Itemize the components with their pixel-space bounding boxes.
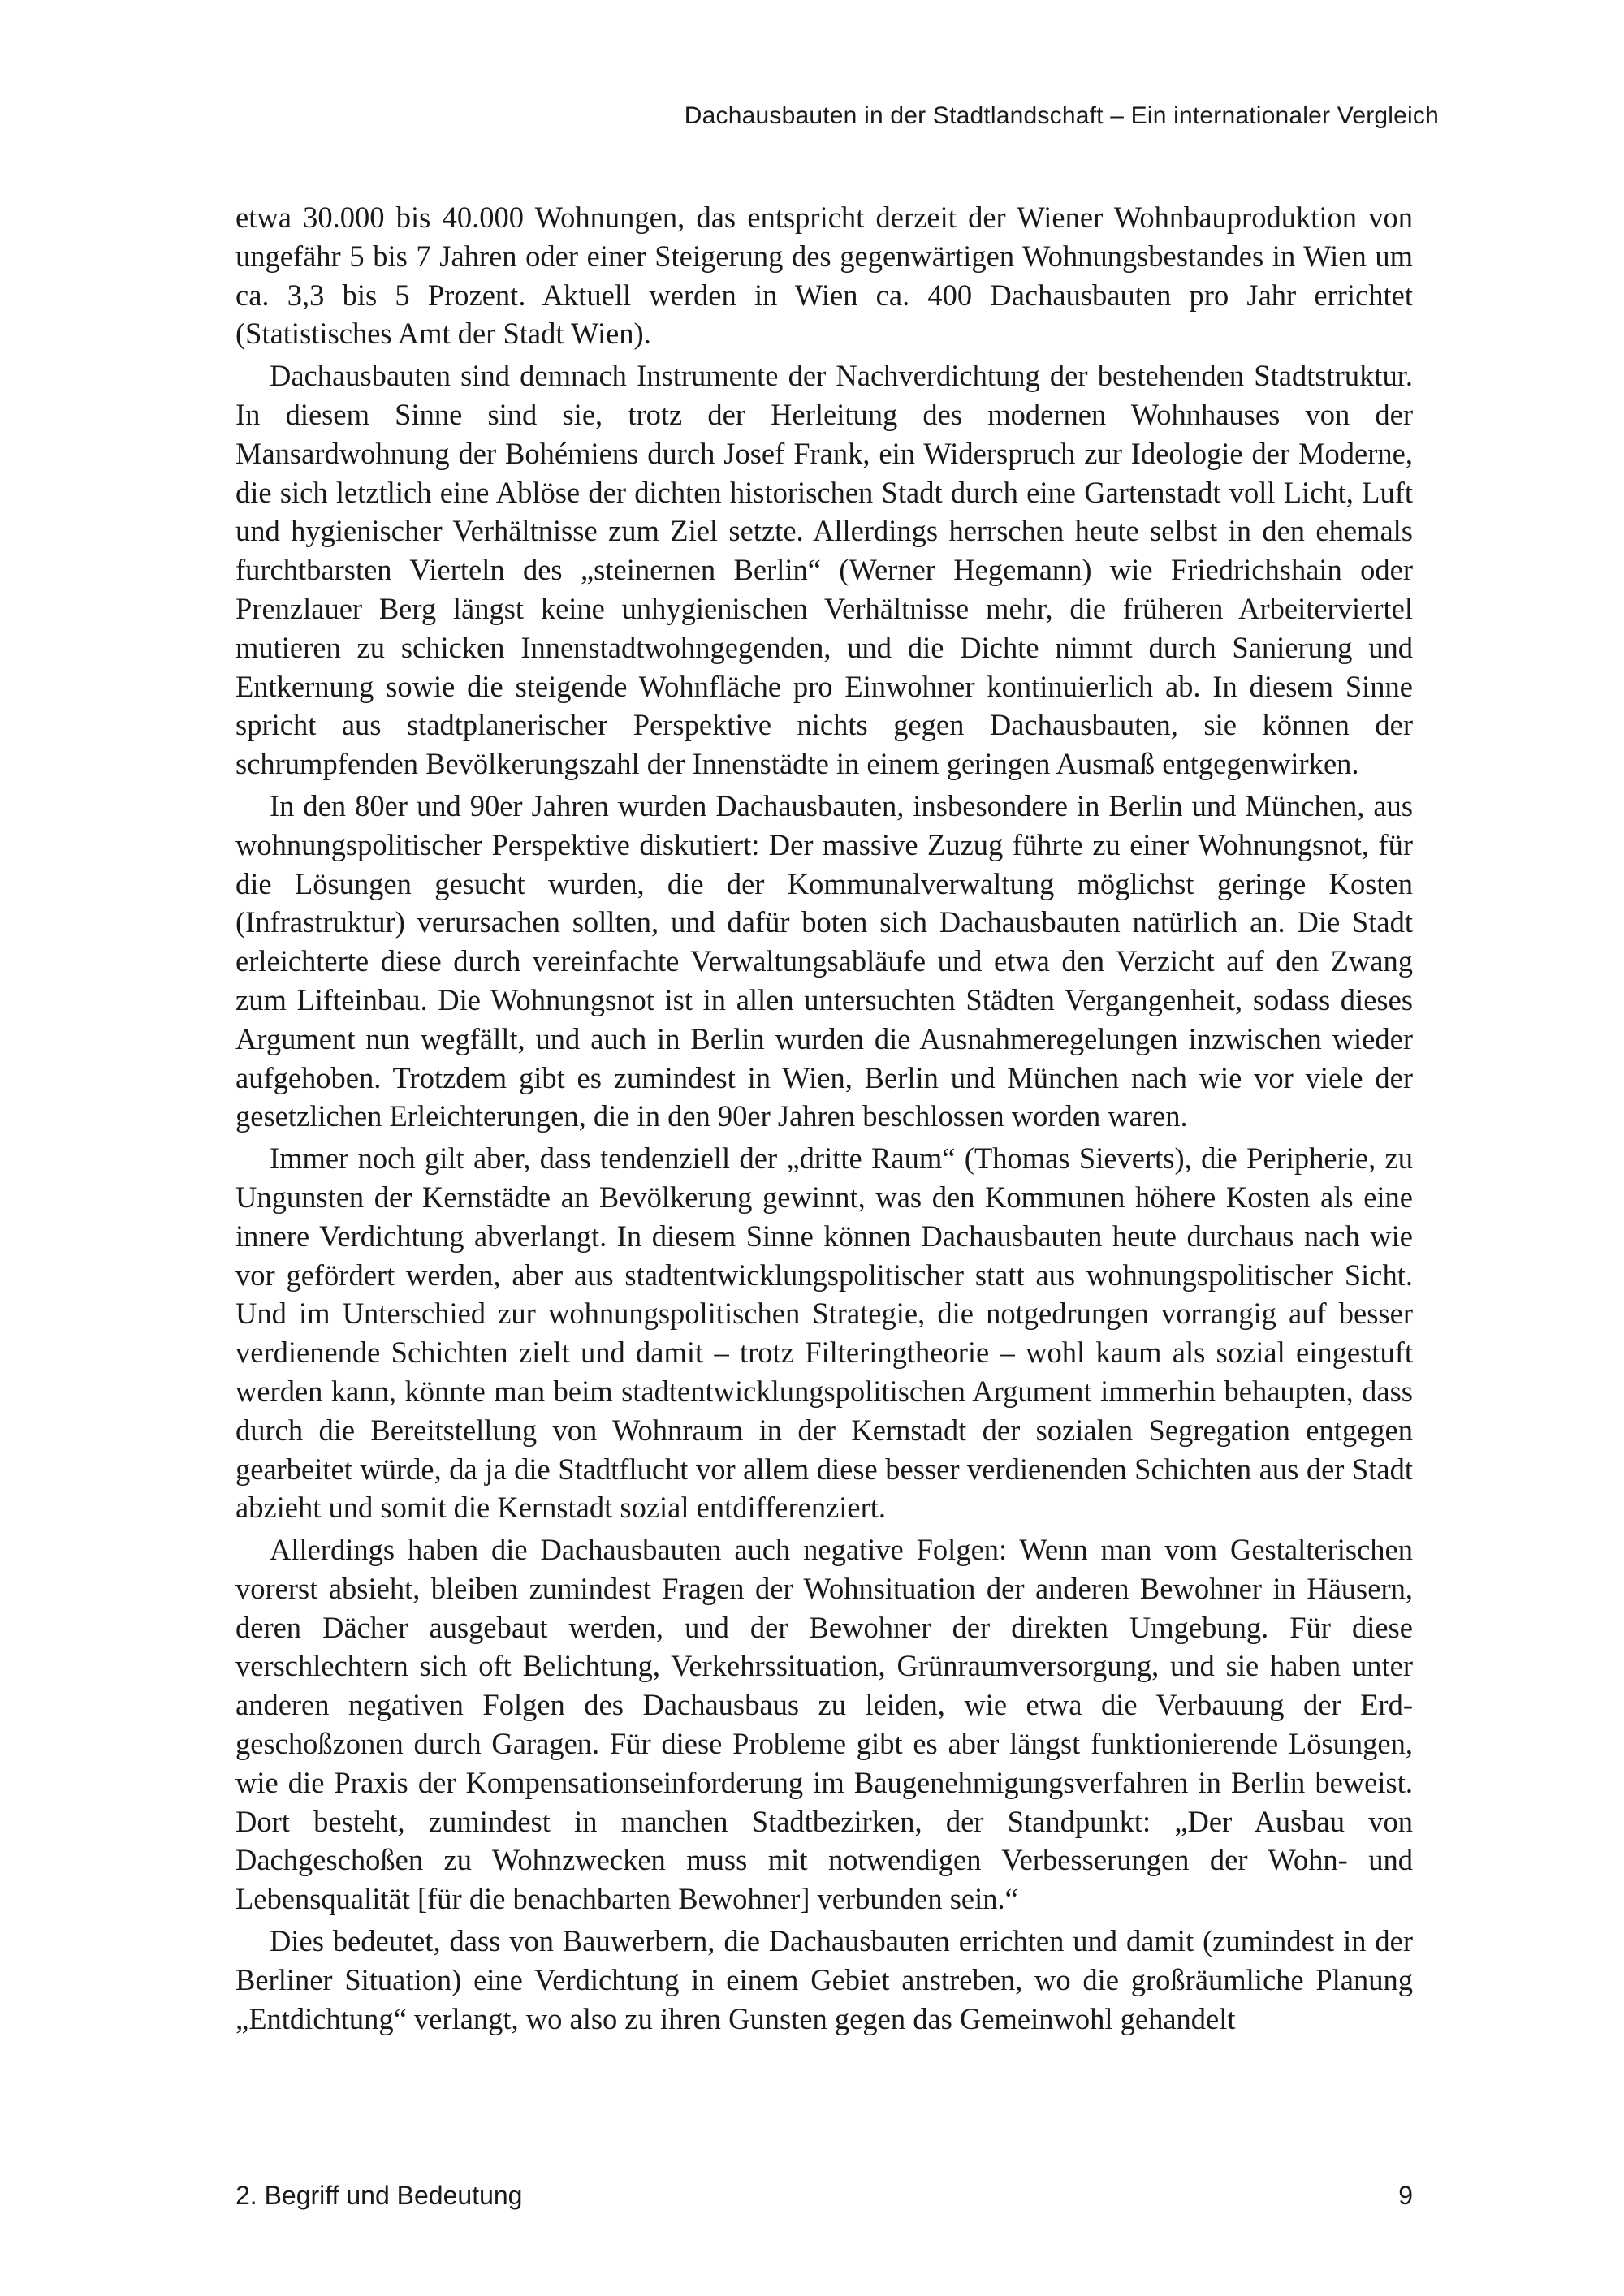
paragraph-2: Dachausbauten sind demnach Instrumente der Nachverdichtung der bestehenden Stadtstruktur. In diesem Sinne sind sie, trotz der Herleitung des modernen Wohnhauses von der Mansardwohnung der Bohémiens durch Josef Frank, ein Widerspruch zur Ideologie der Moderne, die sich letztlich eine Ablöse der dichten historischen Stadt durch eine Gartenstadt voll Licht, Luft und hygienischer Verhältnisse zum Ziel setzte. Allerdings herrschen heute selbst in den ehemals furchtbarsten Vierteln des „steinernen Berlin“ (Werner Hegemann) wie Friedrichshain oder Prenzlauer Berg längst keine unhygienischen Verhältnisse mehr, die früheren Arbeiterviertel mutieren zu schicken Innenstadtwohngegenden, und die Dichte nimmt durch Sanierung und Entkernung sowie die steigende Wohnfläche pro Einwohner kontinuierlich ab. In diesem Sinne spricht aus stadtplanerischer Perspektive nichts gegen Dachausbauten, sie können der schrumpfenden Bevölkerungszahl der Innenstädte in einem geringen Ausmaß entgegenwirken. bbox=[235, 359, 1413, 781]
page-number: 9 bbox=[1398, 2181, 1413, 2210]
paragraph-1: etwa 30.000 bis 40.000 Wohnungen, das entspricht derzeit der Wiener Wohnbauproduktion von ungefähr 5 bis 7 Jahren oder einer Steigerung des gegenwärtigen Wohnungsbestandes in Wien um ca. 3,3 bis 5 Prozent. Aktuell werden in Wien ca. 400 Dachausbauten pro Jahr errichtet (Statistisches Amt der Stadt Wien). bbox=[235, 201, 1413, 351]
paragraph-4: Immer noch gilt aber, dass tendenziell der „dritte Raum“ (Thomas Sieverts), die Peripherie, zu Ungunsten der Kernstädte an Bevölkerung gewinnt, was den Kommunen höhere Kosten als eine innere Verdichtung abverlangt. In diesem Sinne können Dachausbauten heute durchaus nach wie vor gefördert werden, aber aus stadtentwicklungspolitischer statt aus wohnungspolitischer Sicht. Und im Unterschied zur wohnungspolitischen Strategie, die notgedrungen vorrangig auf besser verdienende Schichten zielt und damit – trotz Filteringtheorie – wohl kaum als sozial eingestuft werden kann, könnte man beim stadtentwicklungspolitischen Argument immerhin behaupten, dass durch die Bereitstellung von Wohnraum in der Kernstadt der sozialen Segregation entgegen gearbeitet würde, da ja die Stadtflucht vor allem diese besser verdienenden Schichten aus der Stadt abzieht und somit die Kernstadt sozial entdifferenziert. bbox=[235, 1142, 1413, 1525]
paragraph-3: In den 80er und 90er Jahren wurden Dachausbauten, insbesondere in Berlin und München, aus wohnungspolitischer Perspektive diskutiert: Der massive Zuzug führte zu einer Wohnungsnot, für die Lösungen gesucht wurden, die der Kommunalverwaltung möglichst geringe Kosten (Infrastruktur) verursachen sollten, und dafür boten sich Dachausbauten natürlich an. Die Stadt erleichterte diese durch vereinfachte Verwaltungsabläufe und etwa den Verzicht auf den Zwang zum Lifteinbau. Die Wohnungsnot ist in allen untersuchten Städten Vergangenheit, sodass dieses Argument nun wegfällt, und auch in Berlin wurden die Ausnahmeregelungen inzwischen wieder aufgehoben. Trotzdem gibt es zumindest in Wien, Berlin und München nach wie vor viele der gesetzlichen Erleichterungen, die in den 90er Jahren beschlossen worden waren. bbox=[235, 788, 1413, 1133]
paragraph-5: Allerdings haben die Dachausbauten auch negative Folgen: Wenn man vom Gestalterischen vorerst absieht, bleiben zumindest Fragen der Wohnsituation der anderen Bewohner in Häusern, deren Dächer ausgebaut werden, und der Bewohner der direkten Umgebung. Für diese verschlechtern sich oft Belichtung, Verkehrssituation, Grünraumversorgung, und sie haben unter anderen negativen Folgen des Dachausbaus zu leiden, wie etwa die Verbauung der Erdgeschoßzonen durch Garagen. Für diese Probleme gibt es aber längst funktionierende Lösungen, wie die Praxis der Kompensationseinforderung im Baugenehmigungsverfahren in Berlin beweist. Dort besteht, zumindest in manchen Stadtbezirken, der Standpunkt: „Der Ausbau von Dachgeschoßen zu Wohnzwecken muss mit notwendigen Verbesserungen der Wohn- und Lebensqualität [für die benachbarten Bewohner] verbunden sein.“ bbox=[235, 1533, 1413, 1916]
paragraph-6: Dies bedeutet, dass von Bauwerbern, die Dachausbauten errichten und damit (zumindest in der Berliner Situation) eine Verdichtung in einem Gebiet anstreben, wo die großräumliche Planung „Entdichtung“ verlangt, wo also zu ihren Gunsten gegen das Gemeinwohl gehandelt bbox=[235, 1924, 1413, 2035]
footer-section-title: 2. Begriff und Bedeutung bbox=[235, 2181, 523, 2210]
running-header: Dachausbauten in der Stadtlandschaft – Ein internationaler Vergleich bbox=[684, 102, 1439, 129]
body-text bbox=[235, 198, 1413, 2038]
